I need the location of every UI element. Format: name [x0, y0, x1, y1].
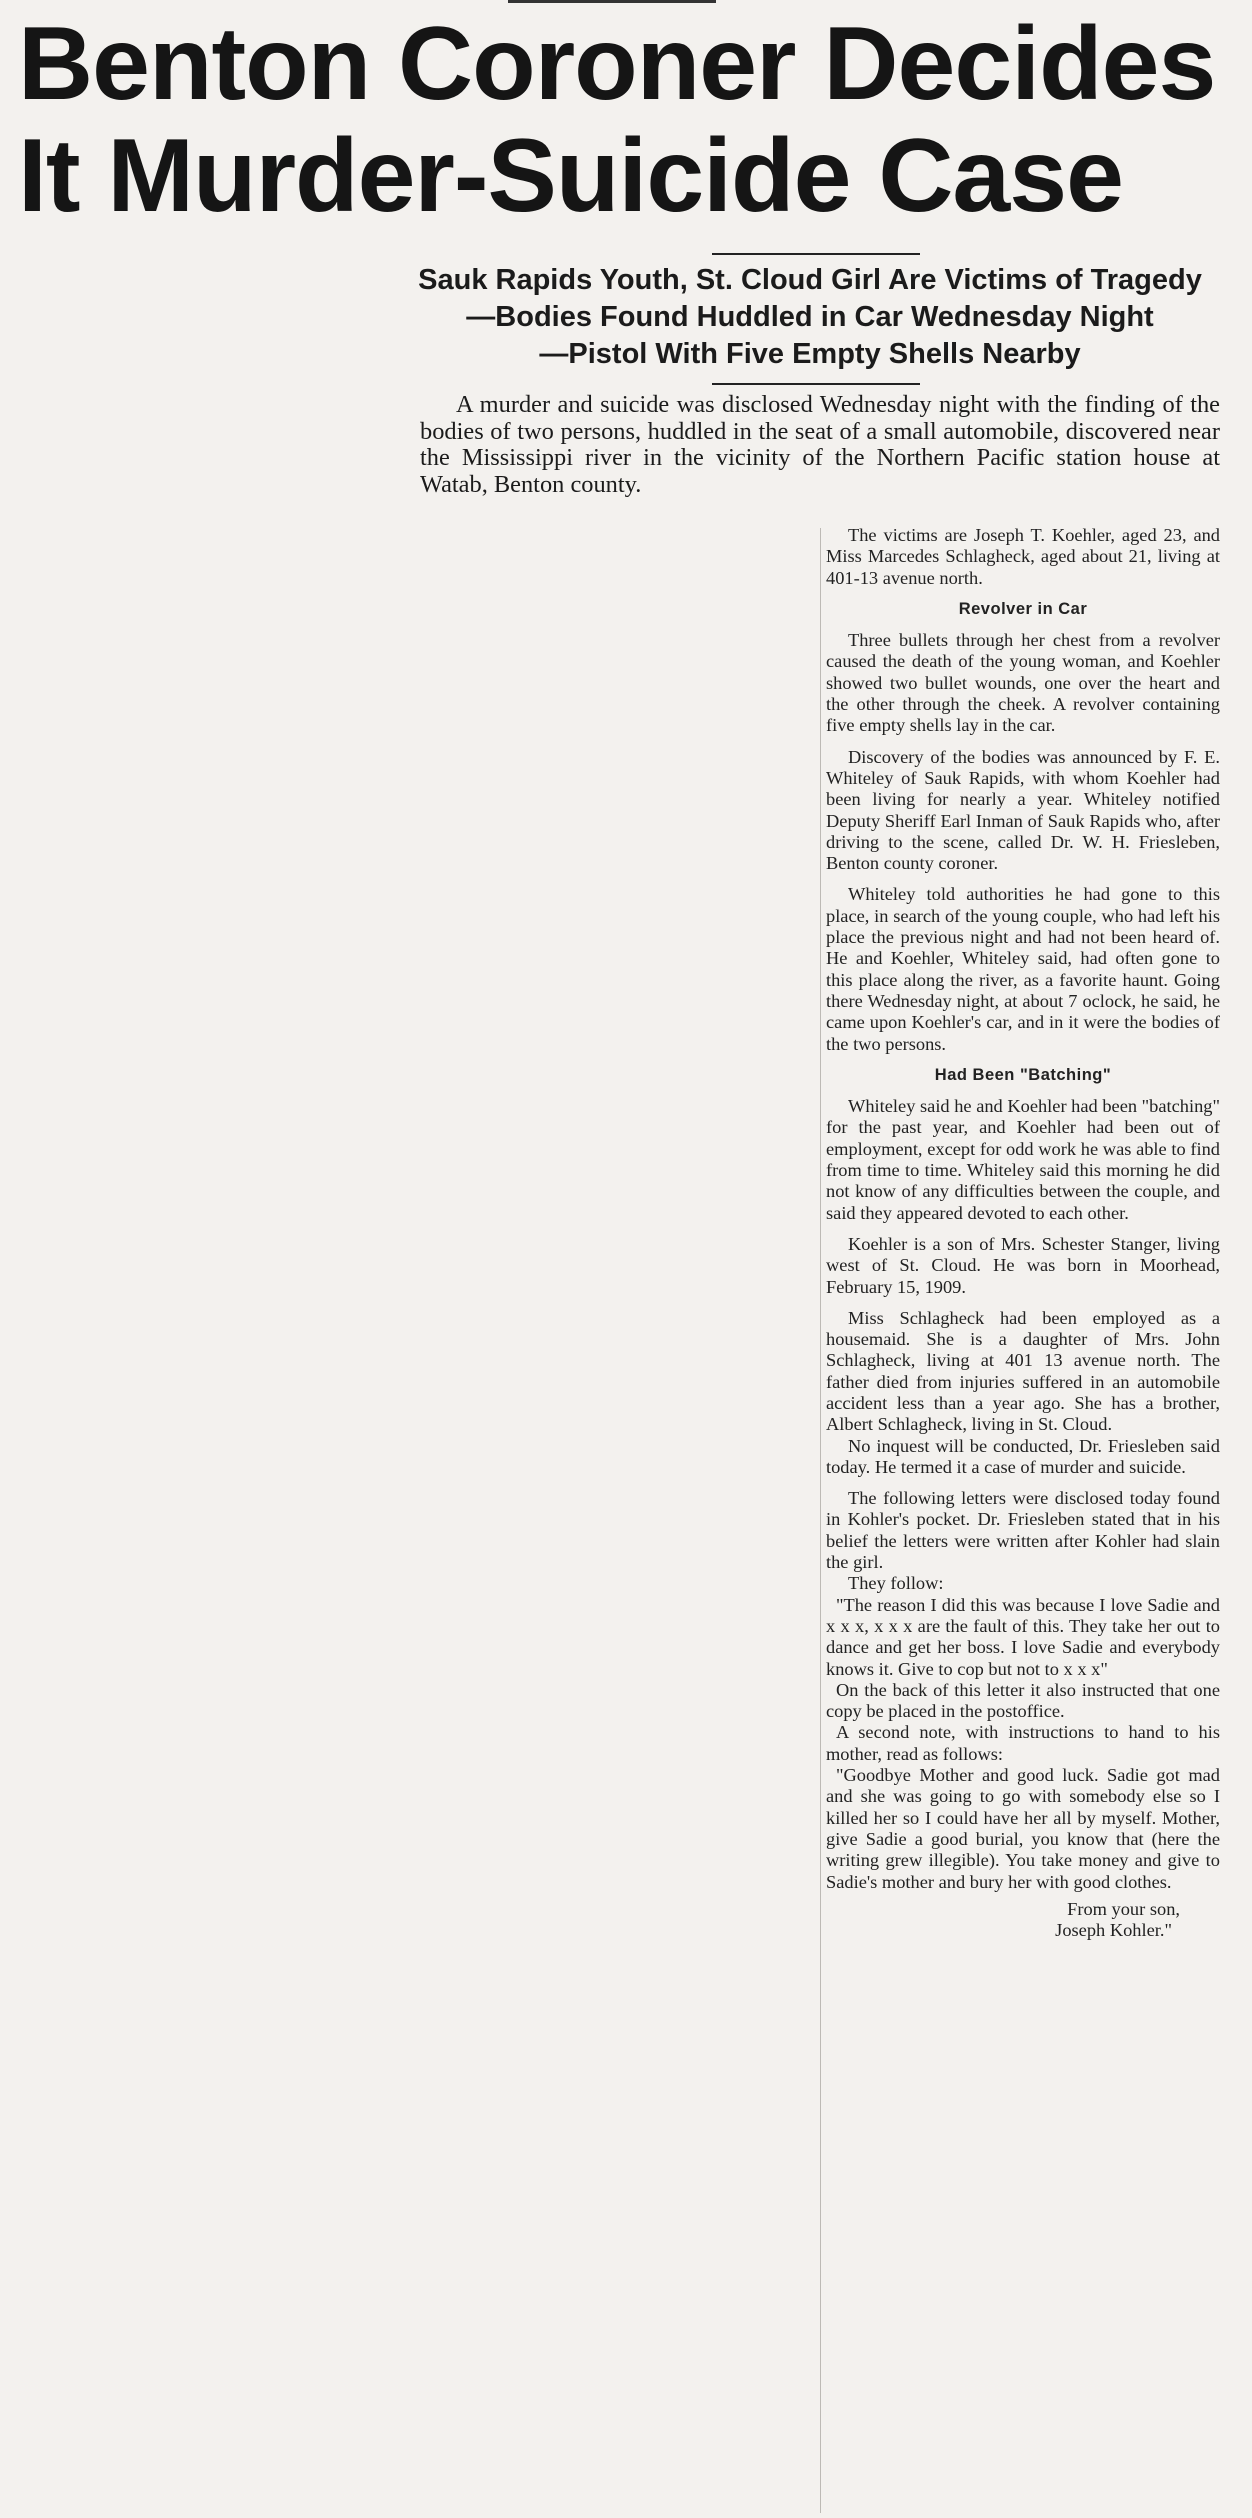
deck-headline [410, 262, 1210, 373]
deck-line-1: Sauk Rapids Youth, St. Cloud Girl Are Victims of Tragedy [418, 264, 1202, 296]
deck-line-3: —Pistol With Five Empty Shells Nearby [539, 338, 1081, 370]
headline [18, 6, 1218, 234]
lead-paragraph: A murder and suicide was disclosed Wednesday night with the finding of the bodies of two persons, huddled in the seat of a small automobile, discovered near the Mississippi river in the vicinity of the Northern Pacific station house at Watab, Benton county. [420, 391, 1220, 498]
paragraph-second-note: A second note, with instructions to hand to his mother, read as follows: [826, 1722, 1220, 1764]
signature-line-1: From your son, [1067, 1898, 1180, 1919]
letter-second: "Goodbye Mother and good luck. Sadie got mad and she was going to go with somebody else so I killed her so I could have her all by myself. Mother, give Sadie a good burial, you know that (here the writing grew illegible). You take money and give to Sadie's mother and bury her with good clothes. [826, 1765, 1220, 1892]
headline-line-1: Benton Coroner Decides [18, 6, 1216, 122]
paragraph-postoffice: On the back of this letter it also instructed that one copy be placed in the postoffice. [826, 1679, 1220, 1722]
paragraph-batching: Whiteley said he and Koehler had been "batching" for the past year, and Koehler had been out of employment, except for odd work he was able to find from time to time. Whiteley said this morning he did not know of any difficulties between the couple, and said they appeared devoted to each other. [826, 1096, 1220, 1223]
paragraph-whiteley: Whiteley told authorities he had gone to this place, in search of the young couple, who had left his place the previous night and had not been heard of. He and Koehler, Whiteley said, had often gone to this place along the river, as a favorite haunt. Going there Wednesday night, at about 7 oclock, he said, he came upon Koehler's car, and in it were the bodies of the two persons. [826, 884, 1220, 1054]
deck-rule-bottom [712, 383, 920, 385]
paragraph-letters: The following letters were disclosed today found in Kohler's pocket. Dr. Friesleben stated that in his belief the letters were written after Kohler had slain the girl. [826, 1488, 1220, 1573]
column-rule [820, 528, 821, 2513]
paragraph-inquest: No inquest will be conducted, Dr. Friesleben said today. He termed it a case of murder and suicide. [826, 1435, 1220, 1477]
top-rule [508, 0, 716, 3]
deck-line-2: —Bodies Found Huddled in Car Wednesday Night [466, 301, 1154, 333]
headline-line-2: It Murder-Suicide Case [18, 118, 1123, 234]
article-column [826, 525, 1220, 1941]
signature [826, 1899, 1220, 1942]
paragraph-schlagheck: Miss Schlagheck had been employed as a housemaid. She is a daughter of Mrs. John Schlagheck, living at 401 13 avenue north. The father died from injuries suffered in an automobile accident less than a year ago. She has a brother, Albert Schlagheck, living in St. Cloud. [826, 1307, 1220, 1435]
paragraph-victims: The victims are Joseph T. Koehler, aged 23, and Miss Marcedes Schlagheck, aged about 21, living at 401-13 avenue north. [826, 525, 1220, 588]
paragraph-koehler: Koehler is a son of Mrs. Schester Stanger, living west of St. Cloud. He was born in Moorhead, February 15, 1909. [826, 1233, 1220, 1297]
signature-line-2: Joseph Kohler." [1055, 1920, 1172, 1941]
paragraph-bullets: Three bullets through her chest from a revolver caused the death of the young woman, and Koehler showed two bullet wounds, one over the heart and the other through the cheek. A revolver containing five empty shells lay in the car. [826, 630, 1220, 736]
letter-first: "The reason I did this was because I love Sadie and x x x, x x x are the fault of this. They take her out to dance and get her boss. I love Sadie and everybody knows it. Give to cop but not to x x x" [826, 1594, 1220, 1679]
paragraph-discovery: Discovery of the bodies was announced by F. E. Whiteley of Sauk Rapids, with whom Koehler had been living for nearly a year. Whiteley notified Deputy Sheriff Earl Inman of Sauk Rapids who, after driving to the scene, called Dr. W. H. Friesleben, Benton county coroner. [826, 746, 1220, 874]
subhead-revolver: Revolver in Car [958, 599, 1088, 618]
paragraph-they-follow: They follow: [848, 1573, 944, 1594]
deck-rule-top [712, 253, 920, 255]
subhead-batching: Had Been "Batching" [934, 1065, 1112, 1084]
